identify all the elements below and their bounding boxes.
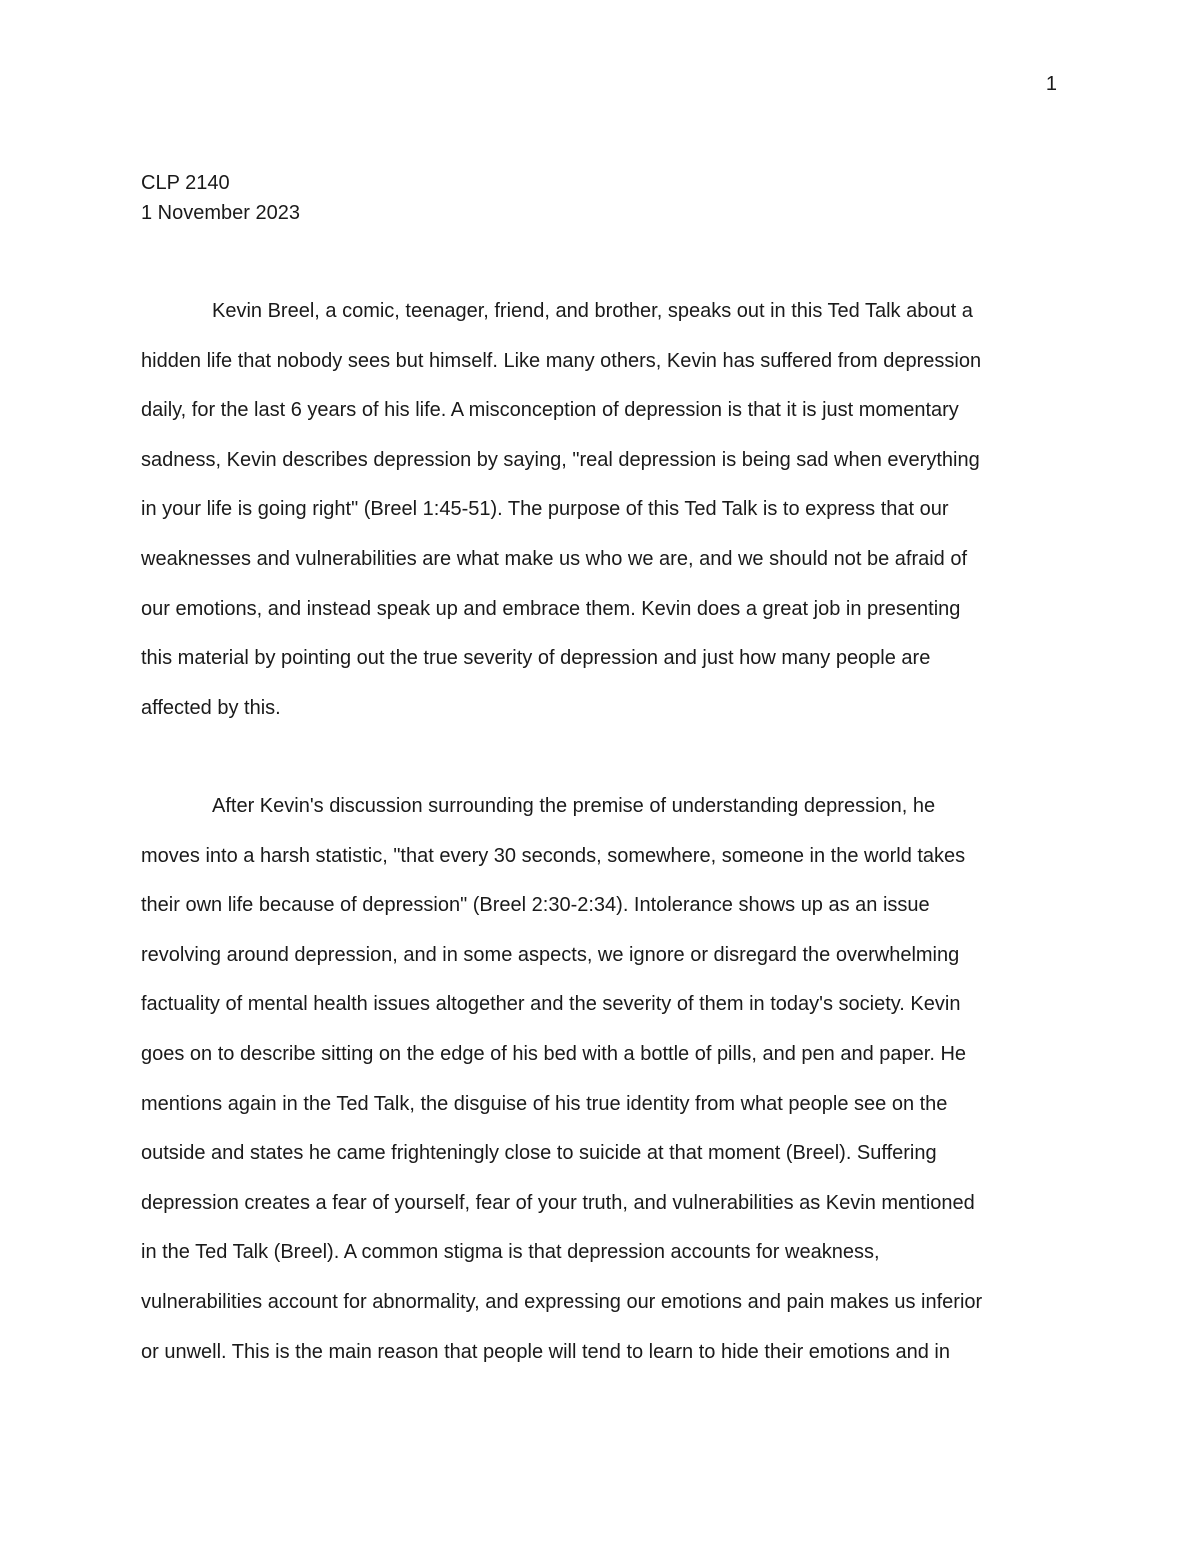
paragraph-line: vulnerabilities account for abnormality, and expressing our emotions and pain makes us inferior [141, 1290, 983, 1313]
paragraph-line: their own life because of depression" (Breel 2:30-2:34). Intolerance shows up as an issue [141, 894, 930, 917]
paragraph-line: in your life is going right" (Breel 1:45-51). The purpose of this Ted Talk is to express that our [141, 498, 949, 521]
paragraph-line: factuality of mental health issues altogether and the severity of them in today's society. Kevin [141, 993, 961, 1016]
paragraph-line: daily, for the last 6 years of his life. A misconception of depression is that it is just momentary [141, 399, 959, 422]
paragraph-line: weaknesses and vulnerabilities are what make us who we are, and we should not be afraid of [141, 547, 968, 570]
document-date: 1 November 2023 [141, 202, 300, 224]
paragraph-line: depression creates a fear of yourself, fear of your truth, and vulnerabilities as Kevin mentioned [141, 1191, 975, 1214]
paragraph-line: After Kevin's discussion surrounding the premise of understanding depression, he [212, 795, 936, 817]
paragraph-line: this material by pointing out the true severity of depression and just how many people are [141, 647, 931, 670]
paragraph-2 [141, 791, 1071, 1386]
course-code: CLP 2140 [141, 172, 230, 194]
document-header [141, 168, 300, 228]
paragraph-line: moves into a harsh statistic, "that every 30 seconds, somewhere, someone in the world takes [141, 844, 966, 867]
paragraph-line: hidden life that nobody sees but himself. Like many others, Kevin has suffered from depression [141, 349, 982, 372]
page-number: 1 [1045, 73, 1057, 95]
paragraph-line: mentions again in the Ted Talk, the disguise of his true identity from what people see on the [141, 1092, 948, 1115]
paragraph-line: or unwell. This is the main reason that people will tend to learn to hide their emotions and in [141, 1340, 950, 1363]
paragraph-line: affected by this. [141, 696, 281, 719]
paragraph-line: sadness, Kevin describes depression by saying, "real depression is being sad when everything [141, 448, 980, 471]
paragraph-1 [141, 296, 1071, 742]
paragraph-line: revolving around depression, and in some aspects, we ignore or disregard the overwhelming [141, 943, 960, 966]
paragraph-line: in the Ted Talk (Breel). A common stigma is that depression accounts for weakness, [141, 1241, 880, 1264]
paragraph-line: our emotions, and instead speak up and embrace them. Kevin does a great job in presenting [141, 597, 961, 620]
paragraph-line: outside and states he came frighteningly close to suicide at that moment (Breel). Suffering [141, 1142, 937, 1165]
paragraph-line: Kevin Breel, a comic, teenager, friend, and brother, speaks out in this Ted Talk about a [212, 300, 973, 322]
paragraph-line: goes on to describe sitting on the edge of his bed with a bottle of pills, and pen and paper. He [141, 1042, 967, 1065]
